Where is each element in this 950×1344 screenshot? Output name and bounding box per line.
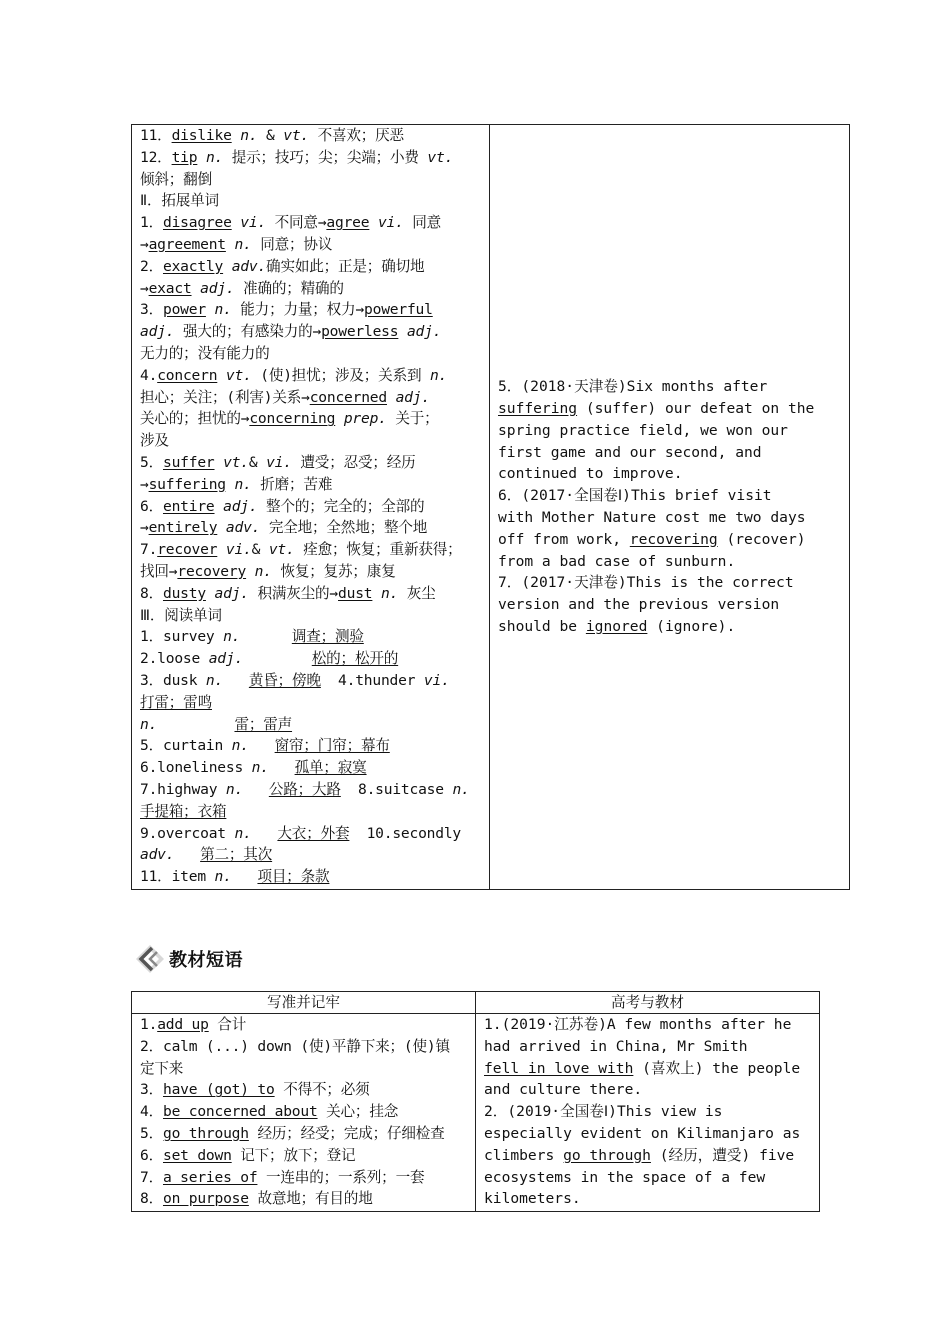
line-text: 4.thunder — [320, 671, 424, 689]
part-of-speech: vi. — [225, 541, 252, 559]
line-text: continued to improve. — [498, 465, 683, 483]
vocabulary-left-cell — [132, 125, 490, 890]
line-text — [217, 541, 226, 558]
line-text — [215, 498, 224, 515]
line-text: 灰尘 — [398, 584, 436, 602]
answer-text: on purpose — [162, 1190, 249, 1208]
text-line — [140, 343, 483, 365]
text-line — [140, 1101, 469, 1123]
text-line — [484, 1145, 811, 1167]
line-text: 1． — [140, 214, 163, 232]
text-line — [484, 1014, 811, 1036]
text-line — [498, 594, 841, 616]
line-text — [174, 846, 200, 863]
line-text: 5． — [140, 1124, 163, 1142]
answer-text: have (got) to — [162, 1081, 275, 1099]
text-line — [140, 714, 483, 736]
line-text: (suffer) our defeat on the — [577, 400, 815, 418]
text-line — [140, 801, 483, 823]
vocabulary-row — [132, 125, 850, 890]
text-line — [140, 278, 483, 300]
line-text: 遭受；忍受；经历 — [291, 453, 416, 471]
part-of-speech: n. — [231, 737, 249, 755]
phrase-header-row — [132, 992, 820, 1014]
line-text: 强大的；有感染力的→ — [174, 323, 322, 341]
part-of-speech: vi. — [266, 453, 292, 471]
line-text: 提示；技巧；尖；尖端；小费 — [223, 148, 428, 166]
text-line — [140, 757, 483, 779]
line-text — [240, 628, 292, 645]
line-text: 一连串的；一系列；一套 — [257, 1168, 425, 1186]
text-line — [140, 517, 483, 539]
answer-text: 黄昏；傍晚 — [248, 671, 321, 689]
answer-text: 打雷；雷鸣 — [140, 693, 212, 711]
line-text: 10.secondly — [349, 824, 462, 842]
line-text: spring practice field, we won our — [498, 421, 788, 439]
text-line — [140, 408, 483, 430]
line-text: 痊愈；恢复；重新获得； — [294, 541, 462, 559]
line-text: version and the previous version — [498, 596, 780, 614]
text-line — [140, 692, 483, 714]
text-line — [140, 648, 483, 670]
line-text — [246, 563, 255, 580]
part-of-speech: adj. — [223, 497, 258, 515]
line-text: (ignore). — [647, 617, 736, 635]
answer-text: concern — [157, 366, 218, 384]
part-of-speech: n. — [205, 148, 224, 166]
answer-text: recovering — [629, 530, 718, 548]
line-text: & — [257, 127, 284, 144]
text-line — [140, 583, 483, 605]
answer-text: be concerned about — [162, 1103, 318, 1121]
section-title: 教材短语 — [169, 950, 243, 971]
text-line — [498, 616, 841, 638]
answer-text: suffering — [148, 475, 226, 493]
line-text: 6.loneliness — [140, 759, 252, 777]
part-of-speech: n. — [223, 628, 241, 646]
text-line — [140, 1036, 469, 1058]
part-of-speech: vi. — [423, 671, 450, 689]
line-text — [252, 825, 278, 842]
part-of-speech: vt. — [225, 366, 252, 384]
answer-text: entirely — [148, 519, 218, 537]
part-of-speech: n. — [452, 780, 470, 798]
line-text: 9.overcoat — [140, 824, 235, 842]
text-line — [140, 256, 483, 278]
line-text: climbers — [484, 1146, 564, 1164]
line-text: 4. — [140, 366, 158, 384]
part-of-speech: adj. — [208, 650, 244, 668]
line-text: 倾斜；翻倒 — [140, 170, 212, 188]
text-line — [498, 507, 841, 529]
text-line — [140, 561, 483, 583]
line-text — [269, 759, 295, 776]
answer-text: a series of — [162, 1168, 258, 1186]
line-text — [206, 301, 215, 318]
line-text: 3． — [140, 1081, 163, 1099]
line-text: 无力的；没有能力的 — [140, 344, 270, 362]
answer-text: 松的；松开的 — [311, 650, 399, 668]
answer-text: 调查；测验 — [291, 628, 364, 646]
answer-text: agree — [326, 214, 370, 232]
phrase-header-left: 写准并记牢 — [132, 992, 476, 1014]
answer-text: suffer — [162, 453, 215, 471]
text-line — [140, 1014, 469, 1036]
line-text: 5． — [140, 453, 163, 471]
line-text — [232, 214, 241, 231]
text-line — [140, 125, 483, 147]
part-of-speech: n. — [140, 715, 158, 733]
part-of-speech: n. — [214, 301, 232, 319]
answer-text: recovery — [177, 562, 247, 580]
answer-text: dislike — [171, 127, 232, 144]
text-line — [140, 474, 483, 496]
line-text: 不同意→ — [266, 214, 327, 232]
part-of-speech: n. — [225, 780, 244, 798]
answer-text: recover — [157, 541, 218, 559]
answer-text: add up — [157, 1016, 209, 1033]
line-text — [243, 781, 269, 798]
text-line — [484, 1101, 811, 1123]
line-text: 8． — [140, 1190, 163, 1208]
line-text: kilometers. — [484, 1190, 581, 1208]
text-line — [140, 212, 483, 234]
text-line — [140, 1079, 469, 1101]
line-text — [232, 868, 258, 885]
part-of-speech: adj. — [214, 584, 249, 602]
text-line — [140, 1058, 469, 1080]
text-line — [498, 551, 841, 573]
line-text: 整个的；完全的；全部的 — [257, 497, 425, 515]
answer-text: disagree — [162, 214, 232, 232]
text-line — [498, 420, 841, 442]
line-text: Ⅱ．拓展单词 — [140, 192, 219, 210]
part-of-speech: n. — [234, 235, 252, 253]
line-text: 7． — [140, 1168, 163, 1186]
text-line — [140, 299, 483, 321]
part-of-speech: vt. — [223, 453, 249, 471]
line-text: (使)担忧；涉及；关系到 — [251, 366, 430, 384]
line-text — [157, 716, 234, 733]
part-of-speech: vt. — [427, 148, 454, 166]
text-line — [140, 735, 483, 757]
line-text: 涉及 — [140, 432, 169, 450]
line-text — [335, 410, 344, 427]
line-text: → — [140, 235, 149, 253]
answer-text: powerless — [321, 323, 399, 341]
line-text: 7．(2017·天津卷)This is the correct — [498, 574, 794, 592]
line-text: 记下；放下；登记 — [231, 1146, 356, 1164]
line-text — [249, 737, 275, 754]
line-text — [217, 367, 226, 384]
line-text: and culture there. — [484, 1081, 643, 1099]
line-text: 经历；经受；完成；仔细检查 — [248, 1124, 445, 1142]
answer-text: fell in love with — [484, 1059, 634, 1077]
section-heading — [135, 944, 243, 974]
line-text: 关心的；担忧的→ — [140, 410, 250, 428]
diamond-arrow-icon — [135, 944, 165, 974]
line-text — [192, 280, 201, 297]
text-line — [140, 670, 483, 692]
answer-text: 孤单；寂寞 — [294, 759, 367, 777]
answer-text: dust — [338, 584, 373, 602]
part-of-speech: n. — [234, 475, 252, 493]
line-text: should be — [498, 617, 586, 635]
line-text: 2．calm (...) down (使)平静下来；(使)镇 — [140, 1037, 450, 1055]
line-text: 同意；协议 — [251, 235, 333, 253]
answer-text: concerned — [309, 388, 387, 406]
line-text: off from work, — [498, 530, 630, 548]
text-line — [498, 376, 841, 398]
line-text: 恢复；复苏；康复 — [271, 562, 396, 580]
answer-text: ignored — [585, 617, 648, 635]
answer-text: 手提箱；衣箱 — [140, 802, 227, 820]
line-text — [217, 519, 226, 536]
line-text — [243, 650, 312, 667]
answer-text: 窗帘；门帘；幕布 — [274, 737, 390, 755]
line-text: 同意 — [403, 214, 442, 232]
text-line — [140, 321, 483, 343]
text-line — [140, 190, 483, 212]
text-line — [484, 1167, 811, 1189]
line-text: 积满灰尘的→ — [248, 584, 339, 602]
part-of-speech: vt. — [283, 127, 309, 144]
part-of-speech: vi. — [377, 214, 404, 232]
line-text: 7. — [140, 541, 158, 559]
text-line — [484, 1079, 811, 1101]
line-text: 关于； — [386, 410, 439, 428]
line-text — [215, 454, 224, 471]
line-text: first game and our second, and — [498, 443, 762, 461]
text-line — [140, 365, 483, 387]
part-of-speech: adv. — [225, 519, 261, 537]
line-text: 2． — [140, 257, 163, 275]
text-line — [140, 387, 483, 409]
text-line — [498, 529, 841, 551]
part-of-speech: n. — [214, 868, 232, 886]
text-line — [484, 1188, 811, 1210]
line-text: → — [140, 475, 149, 493]
line-text — [369, 214, 378, 231]
text-line — [140, 1167, 469, 1189]
text-line — [140, 1188, 469, 1210]
line-text: (经历，遭受) five — [650, 1146, 795, 1164]
line-text: & — [248, 453, 267, 471]
line-text: 7.highway — [140, 780, 226, 798]
line-text: ecosystems in the space of a few — [484, 1168, 766, 1186]
part-of-speech: n. — [234, 824, 252, 842]
line-text: from a bad case of sunburn. — [498, 552, 736, 570]
line-text: 1.(2019·江苏卷)A few months after he — [484, 1016, 792, 1033]
text-line — [140, 1123, 469, 1145]
text-line — [140, 169, 483, 191]
answer-text: tip — [171, 148, 198, 166]
line-text: & — [251, 541, 269, 559]
part-of-speech: adv. — [140, 846, 175, 864]
answer-text: entire — [162, 497, 215, 515]
line-text: → — [140, 279, 149, 297]
text-line — [498, 442, 841, 464]
line-text: 6． — [140, 497, 163, 515]
part-of-speech: vt. — [268, 541, 295, 559]
part-of-speech: adj. — [140, 323, 175, 341]
answer-text: suffering — [498, 400, 578, 418]
text-line — [140, 234, 483, 256]
part-of-speech: n. — [240, 127, 258, 144]
line-text: 完全地；全然地；整个地 — [260, 519, 428, 537]
answer-text: concerning — [249, 410, 336, 428]
line-text — [223, 672, 249, 689]
part-of-speech: adj. — [395, 388, 430, 406]
line-text: 合计 — [208, 1016, 247, 1033]
line-text: 能力；力量；权力→ — [231, 301, 365, 319]
text-line — [140, 147, 483, 169]
text-line — [140, 605, 483, 627]
line-text: 担心；关注；(利害)关系→ — [140, 388, 310, 406]
vocabulary-right-cell — [490, 125, 850, 890]
text-line — [484, 1058, 811, 1080]
line-text — [398, 323, 407, 340]
phrase-row — [132, 1014, 820, 1212]
line-text: 8． — [140, 584, 163, 602]
line-text: 11． — [140, 127, 172, 144]
part-of-speech: n. — [251, 759, 269, 777]
text-line — [140, 626, 483, 648]
answer-text: 雷；雷声 — [234, 715, 293, 733]
text-line — [140, 539, 483, 561]
line-text: (recover) — [717, 530, 806, 548]
text-line — [484, 1123, 811, 1145]
part-of-speech: n. — [429, 366, 448, 384]
answer-text: 公路；大路 — [268, 780, 341, 798]
answer-text: power — [162, 301, 206, 319]
text-line — [484, 1036, 811, 1058]
phrase-right-cell — [476, 1014, 820, 1212]
text-line — [498, 398, 841, 420]
part-of-speech: vi. — [240, 214, 267, 232]
line-text: 不得不；必须 — [274, 1081, 370, 1099]
vocabulary-table — [131, 124, 850, 890]
line-text: 不喜欢；厌恶 — [309, 127, 404, 144]
line-text — [232, 127, 241, 144]
line-text: 2．(2019·全国卷Ⅰ)This view is — [484, 1103, 723, 1121]
phrase-left-cell — [132, 1014, 476, 1212]
part-of-speech: prep. — [343, 410, 387, 428]
line-text: especially evident on Kilimanjaro as — [484, 1124, 801, 1142]
line-text: 故意地；有目的地 — [248, 1190, 373, 1208]
text-line — [140, 844, 483, 866]
text-line — [140, 823, 483, 845]
part-of-speech: n. — [254, 562, 272, 580]
line-text: 3．dusk — [140, 671, 206, 689]
answer-text: powerful — [364, 301, 433, 319]
text-line — [498, 463, 841, 485]
line-text: 关心；挂念 — [317, 1103, 399, 1121]
text-line — [498, 572, 841, 594]
phrase-header-right: 高考与教材 — [476, 992, 820, 1014]
line-text: with Mother Nature cost me two days — [498, 509, 806, 526]
line-text — [372, 585, 381, 602]
answer-text: exactly — [162, 257, 224, 275]
part-of-speech: n. — [380, 584, 399, 602]
answer-text: exact — [148, 279, 192, 297]
line-text: 5．(2018·天津卷)Six months after — [498, 378, 768, 396]
line-text: 1．survey — [140, 628, 224, 646]
line-text: 8.suitcase — [340, 780, 453, 798]
phrase-table — [131, 991, 820, 1212]
line-text — [206, 585, 215, 602]
line-text: 6． — [140, 1146, 163, 1164]
answer-text: dusty — [162, 584, 206, 602]
text-line — [140, 496, 483, 518]
answer-text: set down — [162, 1146, 232, 1164]
answer-text: go through — [563, 1146, 651, 1164]
line-text: 1. — [140, 1016, 158, 1033]
line-text: 折磨；苦难 — [251, 475, 333, 493]
line-text: 6．(2017·全国卷Ⅰ)This brief visit — [498, 487, 772, 505]
line-text: 4． — [140, 1103, 163, 1121]
text-line — [140, 1145, 469, 1167]
line-text: 找回→ — [140, 562, 178, 580]
text-line — [140, 430, 483, 452]
answer-text: 第二；其次 — [200, 846, 273, 864]
line-text: 确实如此；正是；确切地 — [266, 257, 425, 275]
part-of-speech: adj. — [406, 323, 442, 341]
line-text — [387, 389, 396, 406]
text-line — [140, 452, 483, 474]
line-text: had arrived in China, Mr Smith — [484, 1037, 748, 1055]
line-text: 定下来 — [140, 1059, 184, 1077]
part-of-speech: adj. — [200, 279, 235, 297]
line-text — [197, 149, 206, 166]
text-line — [140, 866, 483, 888]
answer-text: go through — [162, 1124, 249, 1142]
line-text: 12． — [140, 148, 172, 166]
text-line — [140, 779, 483, 801]
line-text: 准确的；精确的 — [234, 279, 344, 297]
line-text: → — [140, 519, 149, 537]
answer-text: agreement — [148, 235, 226, 253]
answer-text: 项目；条款 — [257, 868, 330, 886]
line-text — [223, 258, 232, 275]
line-text: 3． — [140, 301, 163, 319]
line-text: 11．item — [140, 868, 215, 886]
line-text: 5．curtain — [140, 737, 232, 755]
part-of-speech: n. — [205, 671, 224, 689]
part-of-speech: adv. — [231, 257, 267, 275]
answer-text: 大衣；外套 — [277, 824, 350, 842]
text-line — [498, 485, 841, 507]
line-text: 2.loose — [140, 650, 209, 668]
line-text: Ⅲ．阅读单词 — [140, 606, 222, 624]
line-text: (喜欢上) the people — [633, 1059, 801, 1077]
